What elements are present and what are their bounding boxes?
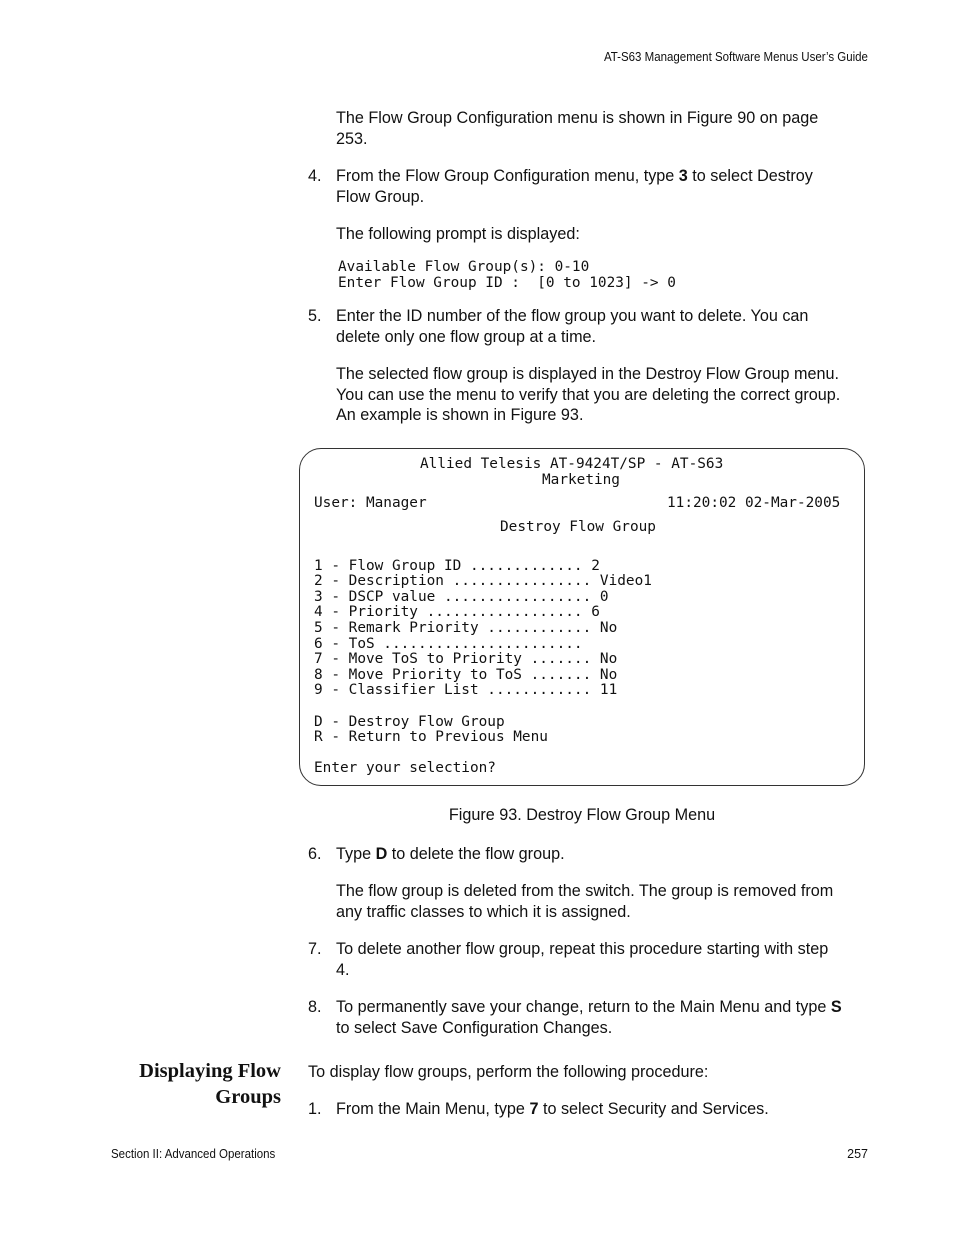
screen-prompt: Enter your selection?	[314, 760, 496, 776]
running-header: AT-S63 Management Software Menus User’s Guide	[604, 50, 868, 64]
step-number: 7.	[308, 940, 322, 958]
screen-datetime: 11:20:02 02-Mar-2005	[667, 495, 841, 511]
step-7-text	[336, 939, 871, 980]
footer-section: Section II: Advanced Operations	[111, 1147, 276, 1161]
step-number: 4.	[308, 167, 322, 185]
step-text: Type	[336, 845, 376, 863]
step-number: 5.	[308, 307, 322, 325]
para-line: An example is shown in Figure 93.	[336, 406, 584, 424]
menu-item: 6 - ToS .......................	[314, 636, 583, 652]
para-line: The selected flow group is displayed in the Destroy Flow Group menu.	[336, 365, 839, 383]
menu-item: 4 - Priority .................. 6	[314, 604, 600, 620]
key-label: 7	[529, 1100, 539, 1118]
step-text: From the Flow Group Configuration menu, type	[336, 167, 679, 185]
step-text: to select Save Configuration Changes.	[336, 1018, 613, 1037]
step-text: delete only one flow group at a time.	[336, 327, 597, 346]
menu-item: 8 - Move Priority to ToS ....... No	[314, 667, 618, 683]
menu-action-destroy: D - Destroy Flow Group	[314, 714, 505, 730]
step-5-text	[336, 306, 871, 347]
step-number: 6.	[308, 845, 322, 863]
intro-line: 253.	[336, 129, 368, 148]
para-line: You can use the menu to verify that you are deleting the correct group.	[336, 385, 841, 404]
step-text: 4.	[336, 960, 350, 979]
intro-paragraph	[336, 108, 871, 149]
step-8-text	[336, 997, 871, 1038]
menu-item: 1 - Flow Group ID ............. 2	[314, 558, 600, 574]
step-text: to select Security and Services.	[538, 1100, 769, 1118]
code-line: Enter Flow Group ID : [0 to 1023] -> 0	[338, 275, 676, 291]
para-line: The flow group is deleted from the switch. The group is removed from	[336, 882, 834, 900]
page-number: 257	[847, 1147, 868, 1161]
code-line: Available Flow Group(s): 0-10	[338, 259, 590, 275]
step-text: Flow Group.	[336, 187, 425, 206]
key-label: 3	[678, 167, 688, 185]
step-6-paragraph	[336, 881, 871, 922]
terminal-screen-figure	[299, 448, 865, 786]
menu-action-return: R - Return to Previous Menu	[314, 729, 548, 745]
section-step-1-text	[336, 1099, 871, 1120]
code-prompt	[338, 259, 676, 291]
para-line: any traffic classes to which it is assigned.	[336, 902, 631, 921]
menu-item: 2 - Description ................ Video1	[314, 573, 652, 589]
menu-item: 5 - Remark Priority ............ No	[314, 620, 618, 636]
screen-subtitle: Marketing	[542, 472, 620, 488]
step-6-text	[336, 844, 871, 865]
menu-item: 9 - Classifier List ............ 11	[314, 682, 618, 698]
menu-item: 7 - Move ToS to Priority ....... No	[314, 651, 618, 667]
step-4-text	[336, 166, 871, 207]
section-intro: To display flow groups, perform the following procedure:	[308, 1063, 709, 1081]
key-label: D	[375, 845, 388, 863]
screen-user: User: Manager	[314, 495, 427, 511]
screen-title: Allied Telesis AT-9424T/SP - AT-S63	[420, 456, 724, 472]
step-number: 1.	[308, 1100, 322, 1118]
step-text: From the Main Menu, type	[336, 1100, 530, 1118]
figure-caption: Figure 93. Destroy Flow Group Menu	[448, 806, 716, 824]
step-text: to delete the flow group.	[387, 845, 565, 863]
key-label: S	[830, 998, 842, 1016]
section-heading	[100, 1058, 281, 1110]
heading-line: Groups	[215, 1086, 281, 1108]
step-text: to select Destroy	[687, 167, 813, 185]
prompt-intro: The following prompt is displayed:	[336, 225, 580, 243]
menu-item: 3 - DSCP value ................. 0	[314, 589, 609, 605]
step-5-paragraph	[336, 364, 871, 426]
intro-line: The Flow Group Configuration menu is shown in Figure 90 on page	[336, 109, 819, 127]
step-text: To delete another flow group, repeat this procedure starting with step	[336, 940, 829, 958]
step-number: 8.	[308, 998, 322, 1016]
screen-menu-title: Destroy Flow Group	[500, 519, 656, 535]
step-text: To permanently save your change, return to the Main Menu and type	[336, 998, 831, 1016]
step-text: Enter the ID number of the flow group you want to delete. You can	[336, 307, 809, 325]
heading-line: Displaying Flow	[139, 1060, 281, 1082]
